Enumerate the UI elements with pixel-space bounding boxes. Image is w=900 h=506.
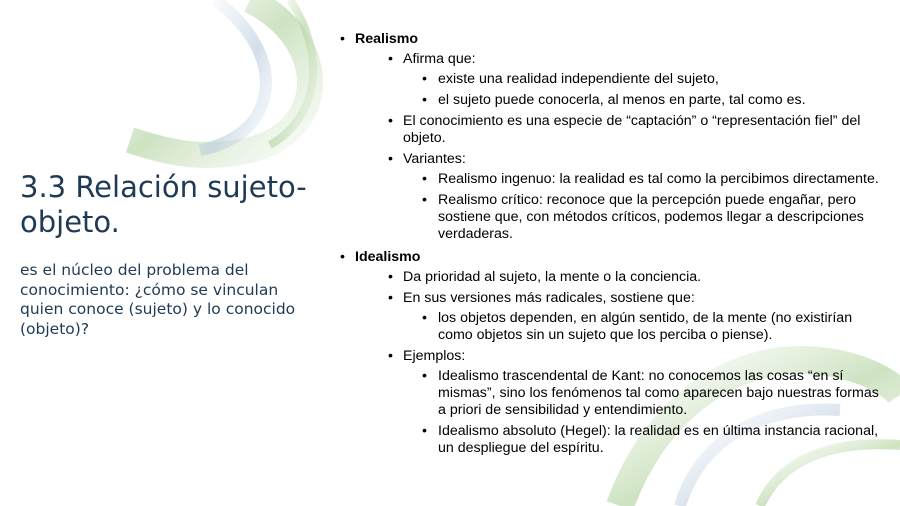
list-item: • Afirma que: • existe una realidad independiente del sujeto, • el sujeto puede conocerla, al menos en parte, tal como es. xyxy=(355,51,885,109)
section-realismo xyxy=(340,31,885,243)
list-item: • Da prioridad al sujeto, la mente o la conciencia. xyxy=(355,269,885,286)
content-area xyxy=(340,31,885,463)
list-item: • Idealismo trascendental de Kant: no conocemos las cosas “en sí mismas”, sino los fenómenos tal como aparecen bajo nuestras formas a priori de sensibilidad y entendimiento. xyxy=(355,368,885,419)
section-label: Idealismo xyxy=(355,249,421,265)
bullet-list xyxy=(340,31,885,457)
section-label: Realismo xyxy=(355,31,419,47)
list-item: • Idealismo absoluto (Hegel): la realidad es en última instancia racional, un despliegue del espíritu. xyxy=(355,423,885,457)
list-item: • El conocimiento es una especie de “captación” o “representación fiel” del objeto. xyxy=(355,113,885,147)
list-item: • Realismo crítico: reconoce que la percepción puede engañar, pero sostiene que, con métodos críticos, podemos llegar a descripciones verdaderas. xyxy=(355,192,885,243)
slide-title: 3.3 Relación sujeto-objeto. xyxy=(20,170,307,239)
list-item: • el sujeto puede conocerla, al menos en parte, tal como es. xyxy=(355,92,885,109)
list-item: • los objetos dependen, en algún sentido, de la mente (no existirían como objetos sin un sujeto que los perciba o piense). xyxy=(355,310,885,344)
list-item: • existe una realidad independiente del sujeto, xyxy=(355,71,885,88)
list-item: • En sus versiones más radicales, sostiene que: • los objetos dependen, en algún sentido, de la mente (no existirían como objetos sin un sujeto que los perciba o piense). xyxy=(355,290,885,344)
list-item: • Realismo ingenuo: la realidad es tal como la percibimos directamente. xyxy=(355,171,885,188)
section-idealismo xyxy=(340,249,885,457)
slide-subtitle: es el núcleo del problema del conocimiento: ¿cómo se vinculan quien conoce (sujeto) y lo conocido (objeto)? xyxy=(20,261,296,338)
list-item: • Ejemplos: • Idealismo trascendental de Kant: no conocemos las cosas “en sí mismas”, sino los fenómenos tal como aparecen bajo nuestras formas a priori de sensibilidad y entendimiento. • Idealismo absoluto (Hegel): la realidad es en última instancia racional, un despliegue del espíritu. xyxy=(355,348,885,457)
list-item: • Variantes: • Realismo ingenuo: la realidad es tal como la percibimos directamente. • Realismo crítico: reconoce que la percepción puede engañar, pero sostiene que, con métodos críticos, podemos llegar a descripciones verdaderas. xyxy=(355,151,885,243)
